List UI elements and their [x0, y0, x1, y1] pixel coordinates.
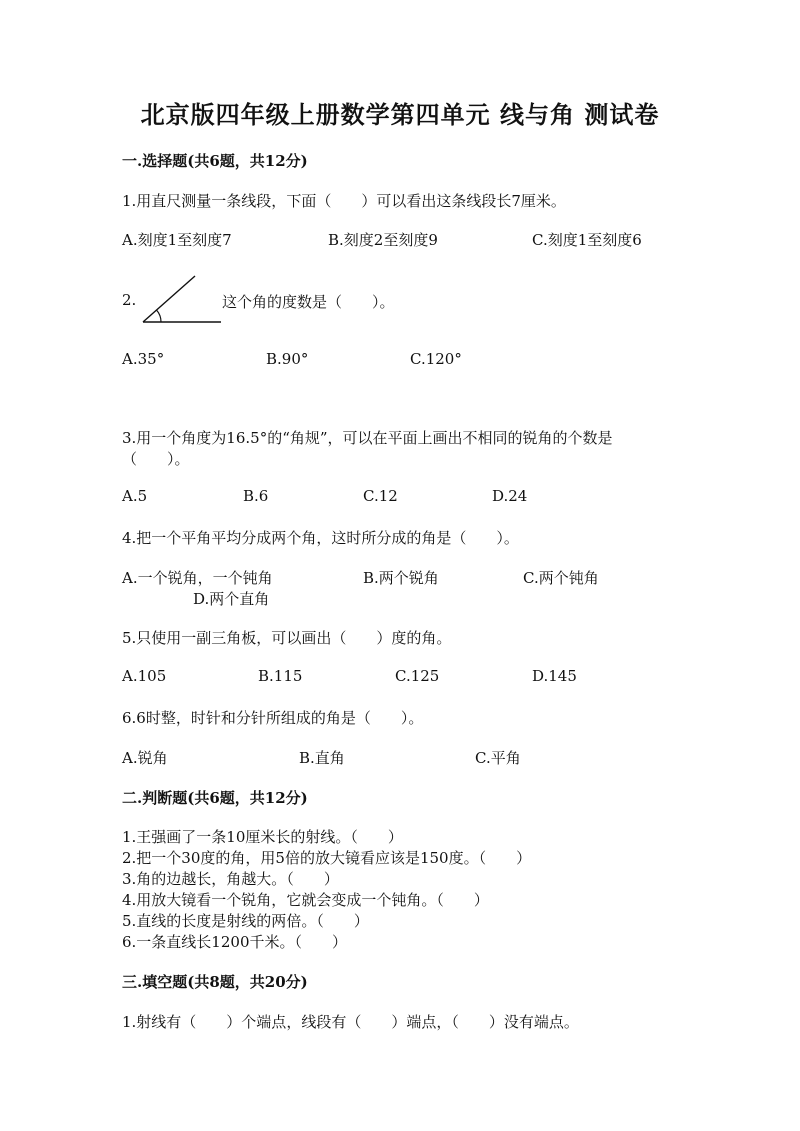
q3-option-b: B.6	[243, 487, 269, 505]
q5-option-b: B.115	[258, 667, 303, 685]
q5-option-c: C.125	[395, 667, 440, 685]
question-3-line2: （ ）。	[122, 450, 190, 468]
question-1: 1.用直尺测量一条线段，下面（ ）可以看出这条线段长7厘米。	[122, 192, 566, 210]
q4-option-b: B.两个锐角	[363, 569, 439, 587]
q2-option-c: C.120°	[410, 350, 462, 368]
q5-option-a: A.105	[122, 667, 167, 685]
fill-in-question-1: 1.射线有（ ）个端点，线段有（ ）端点，（ ）没有端点。	[122, 1013, 579, 1031]
question-3-line1: 3.用一个角度为16.5°的“角规”，可以在平面上画出不相同的锐角的个数是	[122, 429, 613, 447]
acute-angle-figure-icon	[141, 274, 225, 326]
page-title: 北京版四年级上册数学第四单元 线与角 测试卷	[140, 100, 660, 129]
q1-option-c: C.刻度1至刻度6	[532, 231, 642, 249]
q1-option-b: B.刻度2至刻度9	[328, 231, 438, 249]
judgment-item-5: 5.直线的长度是射线的两倍。（ ）	[122, 912, 369, 930]
q3-option-a: A.5	[122, 487, 148, 505]
judgment-item-3: 3.角的边越长，角越大。（ ）	[122, 870, 339, 888]
q4-option-a: A.一个锐角，一个钝角	[122, 569, 273, 587]
section-heading-fill-in: 三.填空题(共8题，共20分)	[122, 973, 308, 991]
judgment-item-2: 2.把一个30度的角，用5倍的放大镜看应该是150度。（ ）	[122, 849, 532, 867]
judgment-item-6: 6.一条直线长1200千米。（ ）	[122, 933, 347, 951]
q2-option-a: A.35°	[122, 350, 165, 368]
q6-option-a: A.锐角	[122, 749, 168, 767]
judgment-item-1: 1.王强画了一条10厘米长的射线。（ ）	[122, 828, 403, 846]
section-heading-judgment: 二.判断题(共6题，共12分)	[122, 789, 308, 807]
question-2-text: 这个角的度数是（ ）。	[222, 293, 395, 311]
question-4: 4.把一个平角平均分成两个角，这时所分成的角是（ ）。	[122, 529, 519, 547]
q6-option-c: C.平角	[475, 749, 521, 767]
question-6: 6.6时整，时针和分针所组成的角是（ ）。	[122, 709, 424, 727]
q2-option-b: B.90°	[266, 350, 309, 368]
q1-option-a: A.刻度1至刻度7	[122, 231, 232, 249]
q5-option-d: D.145	[532, 667, 577, 685]
q4-option-d: D.两个直角	[193, 590, 270, 608]
question-5: 5.只使用一副三角板，可以画出（ ）度的角。	[122, 629, 452, 647]
judgment-item-4: 4.用放大镜看一个锐角，它就会变成一个钝角。（ ）	[122, 891, 489, 909]
q4-option-c: C.两个钝角	[523, 569, 599, 587]
q3-option-c: C.12	[363, 487, 398, 505]
section-heading-choice: 一.选择题(共6题，共12分)	[122, 152, 308, 170]
q6-option-b: B.直角	[299, 749, 345, 767]
q3-option-d: D.24	[492, 487, 528, 505]
question-2-number: 2.	[122, 291, 137, 309]
